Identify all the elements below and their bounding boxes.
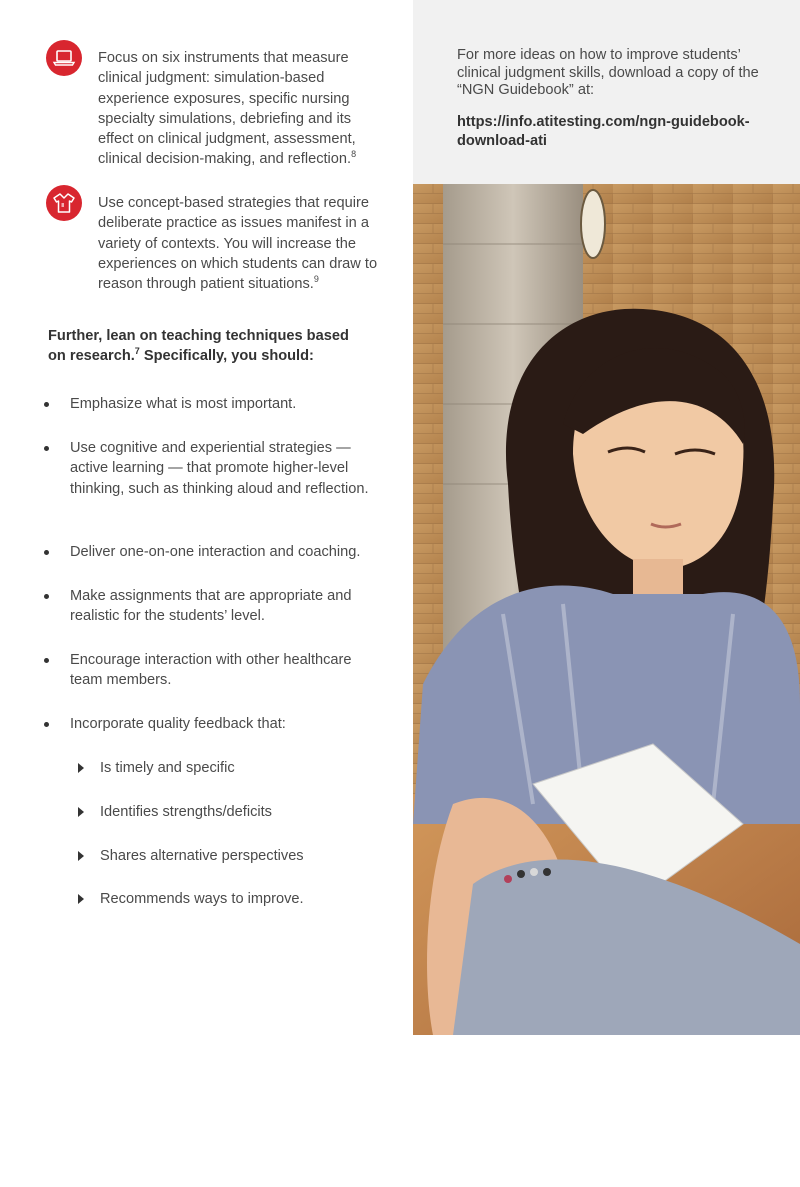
sub-list-item: Shares alternative perspectives <box>76 846 376 866</box>
sub-list-item: Is timely and specific <box>76 758 376 778</box>
triangle-bullet-icon <box>78 763 84 773</box>
right-column <box>413 0 800 1187</box>
list-item: Emphasize what is most important. <box>44 394 374 414</box>
scrubs-shirt-icon <box>46 185 82 221</box>
list-item: Encourage interaction with other healthcare team members. <box>44 650 374 691</box>
list-item: Incorporate quality feedback that: <box>44 714 374 734</box>
feature-block-concepts <box>46 193 386 294</box>
feature-text: Use concept-based strategies that require deliberate practice as issues manifest in a variety of contexts. You will increase the experiences on which students can draw to reason through patient situations.$^9$ <box>98 195 378 293</box>
triangle-bullet-icon <box>78 894 84 904</box>
left-column <box>0 0 413 1035</box>
triangle-bullet-icon <box>78 807 84 817</box>
student-photo <box>413 184 800 1187</box>
guidebook-download-link[interactable]: https://info.atitesting.com/ngn-guidebook-download-ati <box>457 114 750 149</box>
sub-list-item: Recommends ways to improve. <box>76 889 376 909</box>
list-item: Use cognitive and experiential strategies — active learning — that promote higher-level thinking, such as thinking aloud and reflection. <box>44 438 374 499</box>
lead-paragraph: Further, lean on teaching techniques based on research.$^7$ Specifically, you should: <box>48 328 349 365</box>
list-item: Deliver one-on-one interaction and coaching. <box>44 542 374 562</box>
triangle-bullet-icon <box>78 851 84 861</box>
callout-text: For more ideas on how to improve students’ clinical judgment skills, download a copy of the “NGN Guidebook” at: <box>457 47 759 98</box>
guidebook-callout <box>413 0 800 184</box>
list-item: Make assignments that are appropriate and realistic for the students’ level. <box>44 586 374 627</box>
feature-text: Focus on six instruments that measure clinical judgment: simulation-based experience exposures, specific nursing specialty simulations, debriefing and its effect on clinical judgment, assessment, clinical decision-making, and reflection.$^8$ <box>98 50 357 168</box>
page-number: 5 <box>744 1170 753 1187</box>
sub-list-item: Identifies strengths/deficits <box>76 802 376 822</box>
feature-block-instruments <box>46 48 386 170</box>
laptop-icon <box>46 40 82 76</box>
